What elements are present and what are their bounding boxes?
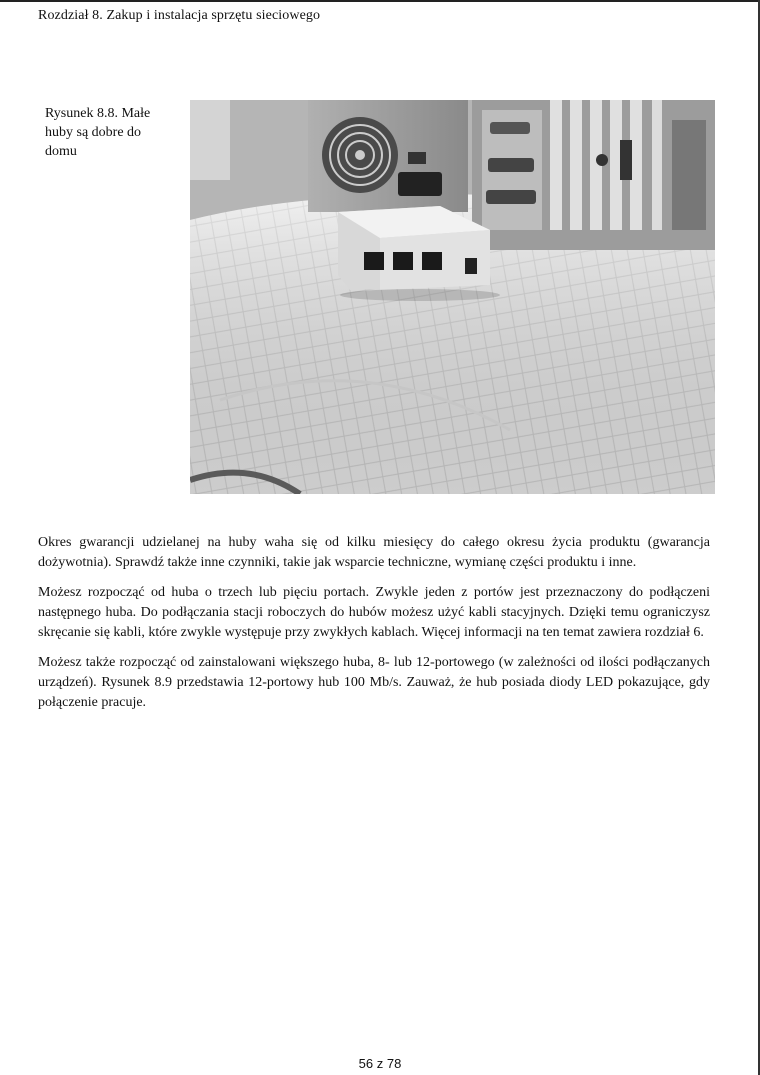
page-number: 56 z 78 [358,1056,402,1071]
figure-caption: Rysunek 8.8. Małe huby są dobre do domu [45,106,151,159]
body-text [38,533,710,723]
paragraph-small-hub: Możesz rozpocząć od huba o trzech lub pięciu portach. Zwykle jeden z portów jest przeznaczony do podłączeni następnego huba. Do podłączania stacji roboczych do hubów możesz użyć kabli stacyjnych. Dzięki temu ograniczysz skręcanie się kabli, które zwykle występuje przy zwykłych kablach. Więcej informacji na ten temat zawiera rozdział 6. [38,585,710,640]
paragraph-warranty: Okres gwarancji udzielanej na huby waha się od kilku miesięcy do całego okresu życia produktu (gwarancja dożywotnia). Sprawdź także inne czynniki, takie jak wsparcie techniczne, wymianę części produktu i inne. [38,535,710,570]
paragraph-large-hub: Możesz także rozpocząć od zainstalowani większego huba, 8- lub 12-portowego (w zależności od ilości podłączanych urządzeń). Rysunek 8.9 przedstawia 12-portowy hub 100 Mb/s. Zauważ, że hub posiada diody LED pokazujące, gdy połączenie pracuje. [38,655,710,710]
photo-hub-on-bed-icon [190,100,715,494]
figure-photo [190,100,715,494]
top-border [0,0,760,2]
running-header: Rozdział 8. Zakup i instalacja sprzętu sieciowego [38,8,321,23]
